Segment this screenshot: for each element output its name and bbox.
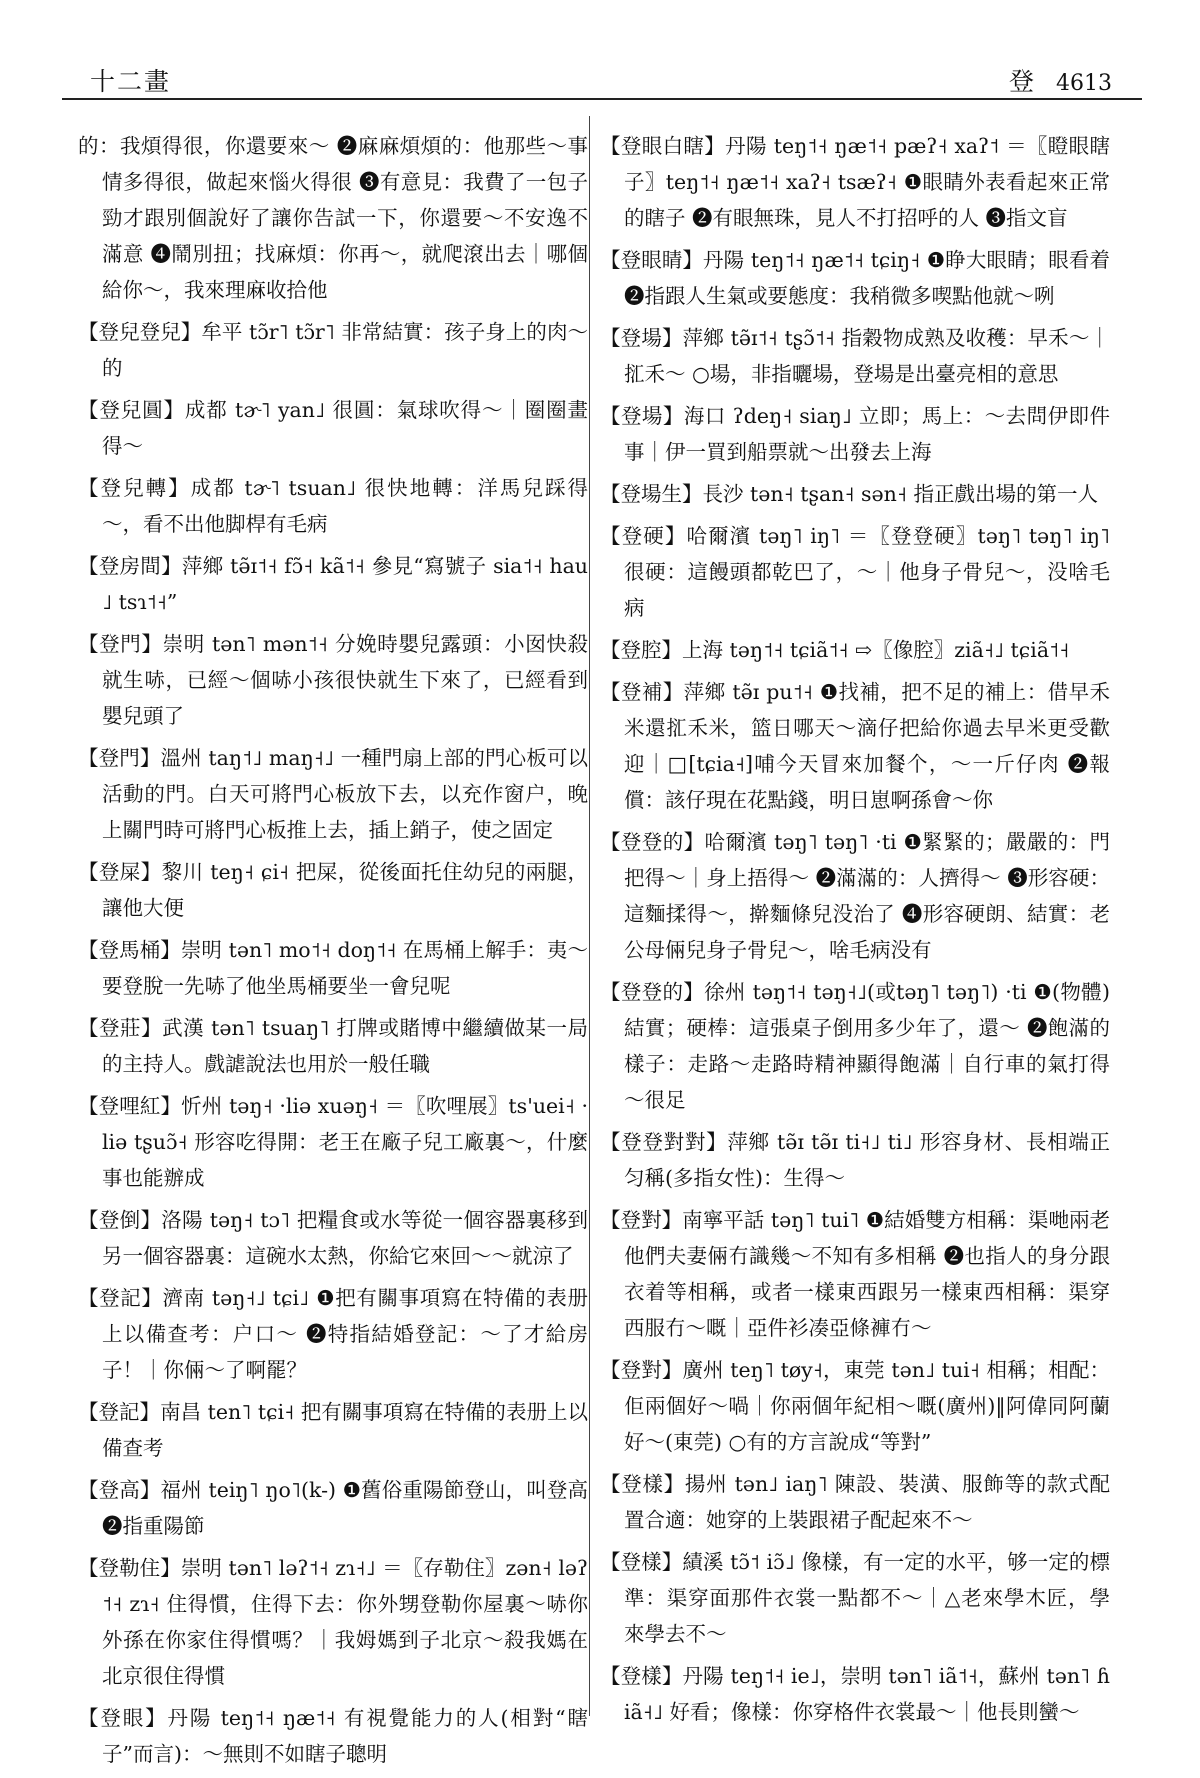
entry-definition: 濟南 təŋ˧˩ tɕi˩ ❶把有關事項寫在特備的表册上以備查考：户口～ ❷特指結婚登記：～了才給房子！｜你倆～了啊罷？ xyxy=(102,1286,589,1382)
entry-definition: 丹陽 teŋ˦˧ ŋæ˦˧ tɕiŋ˧ ❶睁大眼睛；眼看着 ❷指跟人生氣或要態度：我稍微多喫點他就～咧 xyxy=(624,248,1111,308)
entry-headword: 【登記】 xyxy=(78,1286,163,1310)
entry-definition: 廣州 teŋ˥ tøy˧，東莞 tən˩ tui˧ 相稱；相配：佢兩個好～喎｜你兩個年紀相～嘅(廣州)‖阿偉同阿蘭好～(東莞) ○有的方言說成“等對” xyxy=(624,1358,1110,1454)
dictionary-entry xyxy=(78,854,588,926)
dictionary-entry xyxy=(78,1010,588,1082)
entry-definition: 長沙 tən˧ tʂan˧ sən˧ 指正戲出場的第一人 xyxy=(702,482,1099,506)
entry-headword: 【登樣】 xyxy=(600,1664,683,1688)
entry-definition: 南寧平話 təŋ˥ tui˥ ❶結婚雙方相稱：渠哋兩老他們夫妻倆冇識幾～不知有多相稱 ❷也指人的身分跟衣着等相稱，或者一樣東西跟另一樣東西相稱：渠穿西服冇～嘅｜亞件衫凑亞條褲冇～ xyxy=(624,1208,1111,1340)
entry-definition: 牟平 tɔ̃r˥ tɔ̃r˥ 非常結實：孩子身上的肉～的 xyxy=(102,320,588,380)
column-divider xyxy=(589,116,590,1716)
dictionary-entry xyxy=(78,1394,588,1466)
dictionary-entry xyxy=(600,1202,1110,1346)
dictionary-entry xyxy=(600,1658,1110,1730)
entry-definition: 崇明 tən˥ mo˦˧ doŋ˦˧ 在馬桶上解手：夷～要登脫一先哧了他坐馬桶要坐一會兒呢 xyxy=(102,938,588,998)
entry-definition: 洛陽 təŋ˧ tɔ˥ 把糧食或水等從一個容器裏移到另一個容器裏：這碗水太熱，你給它來回～～就涼了 xyxy=(102,1208,589,1268)
entry-headword: 【登補】 xyxy=(600,680,684,704)
dictionary-entry xyxy=(600,1124,1110,1196)
dictionary-entry xyxy=(600,398,1110,470)
entry-definition: 萍鄉 tə̃ɪ˦˧ tʂɔ̃˦˧ 指穀物成熟及收穫：早禾～｜㧟禾～ ○場，非指曬場，登場是出臺亮相的意思 xyxy=(624,326,1111,386)
right-column xyxy=(600,128,1110,1736)
dictionary-entry xyxy=(78,1550,588,1694)
dictionary-entry xyxy=(600,518,1110,626)
dictionary-entry xyxy=(600,1544,1110,1652)
entry-headword: 【登眼睛】 xyxy=(600,248,704,272)
dictionary-entry xyxy=(600,974,1110,1118)
dictionary-entry xyxy=(78,128,588,308)
entry-headword: 【登兒登兒】 xyxy=(78,320,202,344)
entry-headword: 【登眼白瞎】 xyxy=(600,134,726,158)
dictionary-entry xyxy=(600,632,1110,668)
entry-headword: 【登眼】 xyxy=(78,1706,168,1730)
entry-definition: 丹陽 teŋ˦˧ ie˩，崇明 tən˥ iã˦˧，蘇州 tən˥ ɦiã˧˩ 好看；像樣：你穿格件衣裳最～｜他長則蠻～ xyxy=(624,1664,1110,1724)
dictionary-entry xyxy=(600,1352,1110,1460)
entry-definition: 上海 təŋ˦˧ tɕiã˦˧ ⇨〖像腔〗ziã˧˩ tɕiã˦˧ xyxy=(682,638,1070,662)
left-column xyxy=(78,128,588,1778)
dictionary-entry xyxy=(78,1472,588,1544)
dictionary-entry xyxy=(78,1700,588,1772)
page-headword xyxy=(1009,62,1112,98)
entry-headword: 【登場】 xyxy=(600,326,683,350)
entry-headword: 【登登對對】 xyxy=(600,1130,728,1154)
dictionary-entry xyxy=(600,242,1110,314)
entry-headword: 【登莊】 xyxy=(78,1016,163,1040)
entry-headword: 【登腔】 xyxy=(600,638,682,662)
dictionary-entry xyxy=(78,932,588,1004)
section-title: 十二畫 xyxy=(90,67,172,96)
entry-definition: 成都 tɚ˥ yan˩ 很圓：氣球吹得～｜圈圈畫得～ xyxy=(102,398,588,458)
entry-definition: 海口 ʔdeŋ˧ siaŋ˩ 立即；馬上：～去問伊即件事｜伊一買到船票就～出發去上海 xyxy=(624,404,1111,464)
entry-definition: 哈爾濱 təŋ˥ təŋ˥ ·ti ❶緊緊的；嚴嚴的：門把得～｜身上捂得～ ❷滿滿的：人擠得～ ❸形容硬：這麵揉得～，擀麵條兒没治了 ❹形容硬朗、結實：老公母倆兒身子骨兒～，啥毛病没有 xyxy=(624,830,1110,962)
entry-definition: 崇明 tən˥ mən˦˧ 分娩時嬰兒露頭：小囡快殺就生哧，已經～個哧小孩很快就生下來了，已經看到嬰兒頭了 xyxy=(102,632,588,728)
dictionary-entry xyxy=(78,392,588,464)
entry-headword: 【登登的】 xyxy=(600,830,705,854)
entry-definition: 福州 teiŋ˥ ŋo˥(k-) ❶舊俗重陽節登山，叫登高 ❷指重陽節 xyxy=(102,1478,589,1538)
entry-headword: 【登兒轉】 xyxy=(78,476,191,500)
dictionary-entry xyxy=(78,1280,588,1388)
dictionary-entry xyxy=(78,548,588,620)
entry-definition: 哈爾濱 təŋ˥ iŋ˥ ＝〖登登硬〗təŋ˥ təŋ˥ iŋ˥ 很硬：這饅頭都乾巴了，～｜他身子骨兒～，没啥毛病 xyxy=(624,524,1111,620)
entry-definition: 績溪 tɔ̃˦ iɔ̃˩ 像樣，有一定的水平，够一定的標準：渠穿面那件衣裳一點都不～｜△老來學木匠，學來學去不～ xyxy=(624,1550,1110,1646)
entry-definition: 丹陽 teŋ˦˧ ŋæ˦˧ pæʔ˧ xaʔ˦ ＝〖瞪眼瞎子〗teŋ˦˧ ŋæ˦˧ xaʔ˧ tsæʔ˧ ❶眼睛外表看起來正常的瞎子 ❷有眼無珠，見人不打招呼的人 ❸指文盲 xyxy=(624,134,1110,230)
headword-char: 登 xyxy=(1008,67,1034,96)
entry-headword: 【登馬桶】 xyxy=(78,938,181,962)
dictionary-entry xyxy=(78,626,588,734)
entry-headword: 【登勒住】 xyxy=(78,1556,181,1580)
dictionary-entry xyxy=(78,314,588,386)
entry-headword: 【登門】 xyxy=(78,632,163,656)
entry-headword: 【登門】 xyxy=(78,746,161,770)
entry-headword: 【登硬】 xyxy=(600,524,687,548)
entry-definition: 的：我煩得很，你還要來～ ❷麻麻煩煩的：他那些～事情多得很，做起來惱火得很 ❸有意見：我費了一包子勁才跟別個說好了讓你告試一下，你還要～不安逸不滿意 ❹鬧別扭；找麻煩：你再～，就爬滾出去｜哪個給你～，我來理麻收拾他 xyxy=(78,134,588,302)
dictionary-entry xyxy=(78,740,588,848)
dictionary-entry xyxy=(600,476,1110,512)
entry-definition: 崇明 tən˥ ləʔ˦˧ zɿ˧˩ ＝〖存勒住〗zən˧ ləʔ˦˧ zɿ˧ 住得慣，住得下去：你外甥登勒你屋裏～哧你外孫在你家住得慣嗎？｜我姆媽到子北京～殺我媽在北京很住得慣 xyxy=(102,1556,588,1688)
page-number: 4613 xyxy=(1056,71,1112,96)
entry-headword: 【登登的】 xyxy=(600,980,705,1004)
entry-definition: 成都 tɚ˥ tsuan˩ 很快地轉：洋馬兒踩得～，看不出他脚桿有毛病 xyxy=(102,476,588,536)
entry-definition: 徐州 təŋ˦˧ təŋ˧˩(或təŋ˥ təŋ˥) ·ti ❶(物體)結實；硬棒：這張桌子倒用多少年了，還～ ❷飽滿的樣子：走路～走路時精神顯得飽滿｜自行車的氣打得～很足 xyxy=(624,980,1110,1112)
entry-definition: 揚州 tən˩ iaŋ˥ 陳設、裝潢、服飾等的款式配置合適：她穿的上裝跟裙子配起來不～ xyxy=(624,1472,1110,1532)
entry-headword: 【登屎】 xyxy=(78,860,162,884)
entry-definition: 萍鄉 tə̃ɪ pu˦˧ ❶找補，把不足的補上：借早禾米還㧟禾米，篮日哪天～滴仔把給你過去早米更受歡迎｜□[tɕia˧]哺今天冒來加餐个，～一斤仔肉 ❷報償：該仔現在花點錢，明日崽啊孫會～你 xyxy=(624,680,1110,812)
entry-headword: 【登記】 xyxy=(78,1400,161,1424)
entry-headword: 【登對】 xyxy=(600,1358,683,1382)
entry-headword: 【登場生】 xyxy=(600,482,703,506)
entry-headword: 【登對】 xyxy=(600,1208,683,1232)
entry-definition: 武漢 tən˥ tsuaŋ˥ 打牌或賭博中繼續做某一局的主持人。戲謔說法也用於一般任職 xyxy=(102,1016,589,1076)
entry-definition: 南昌 ten˥ tɕi˧ 把有關事項寫在特備的表册上以備查考 xyxy=(102,1400,589,1460)
entry-headword: 【登樣】 xyxy=(600,1472,685,1496)
entry-headword: 【登倒】 xyxy=(78,1208,162,1232)
page-header xyxy=(62,58,1142,100)
entry-headword: 【登高】 xyxy=(78,1478,161,1502)
dictionary-entry xyxy=(78,470,588,542)
entry-headword: 【登場】 xyxy=(600,404,684,428)
dictionary-entry xyxy=(600,128,1110,236)
dictionary-entry xyxy=(600,674,1110,818)
entry-headword: 【登兒圓】 xyxy=(78,398,185,422)
entry-definition: 萍鄉 tə̃ɪ˦˧ fɔ̃˧ kã˦˧ 參見“寫號子 sia˦˧ hau˩ tsɿ˦˧” xyxy=(102,554,588,614)
dictionary-entry xyxy=(600,1466,1110,1538)
entry-headword: 【登房間】 xyxy=(78,554,182,578)
entry-headword: 【登哩紅】 xyxy=(78,1094,182,1118)
entry-headword: 【登樣】 xyxy=(600,1550,683,1574)
entry-definition: 萍鄉 tə̃ɪ tə̃ɪ ti˧˩ ti˩ 形容身材、長相端正匀稱(多指女性)：生得～ xyxy=(624,1130,1110,1190)
entry-definition: 丹陽 teŋ˦˧ ŋæ˦˧ 有視覺能力的人(相對“瞎子”而言)：～無則不如瞎子聰明 xyxy=(102,1706,588,1766)
dictionary-entry xyxy=(600,824,1110,968)
dictionary-entry xyxy=(78,1202,588,1274)
entry-definition: 忻州 təŋ˧ ·liə xuəŋ˧ ＝〖吹哩展〗ts'uei˧ ·liə tʂuɔ̃˧ 形容吃得開：老王在廠子兒工廠裏～，什麼事也能辦成 xyxy=(102,1094,588,1190)
dictionary-entry xyxy=(600,320,1110,392)
entry-definition: 溫州 taŋ˦˩ maŋ˧˩ 一種門扇上部的門心板可以活動的門。白天可將門心板放下去，以充作窗户，晚上關門時可將門心板推上去，插上銷子，使之固定 xyxy=(102,746,589,842)
entry-definition: 黎川 teŋ˧ ɕi˧ 把屎，從後面托住幼兒的兩腿，讓他大便 xyxy=(102,860,589,920)
dictionary-entry xyxy=(78,1088,588,1196)
